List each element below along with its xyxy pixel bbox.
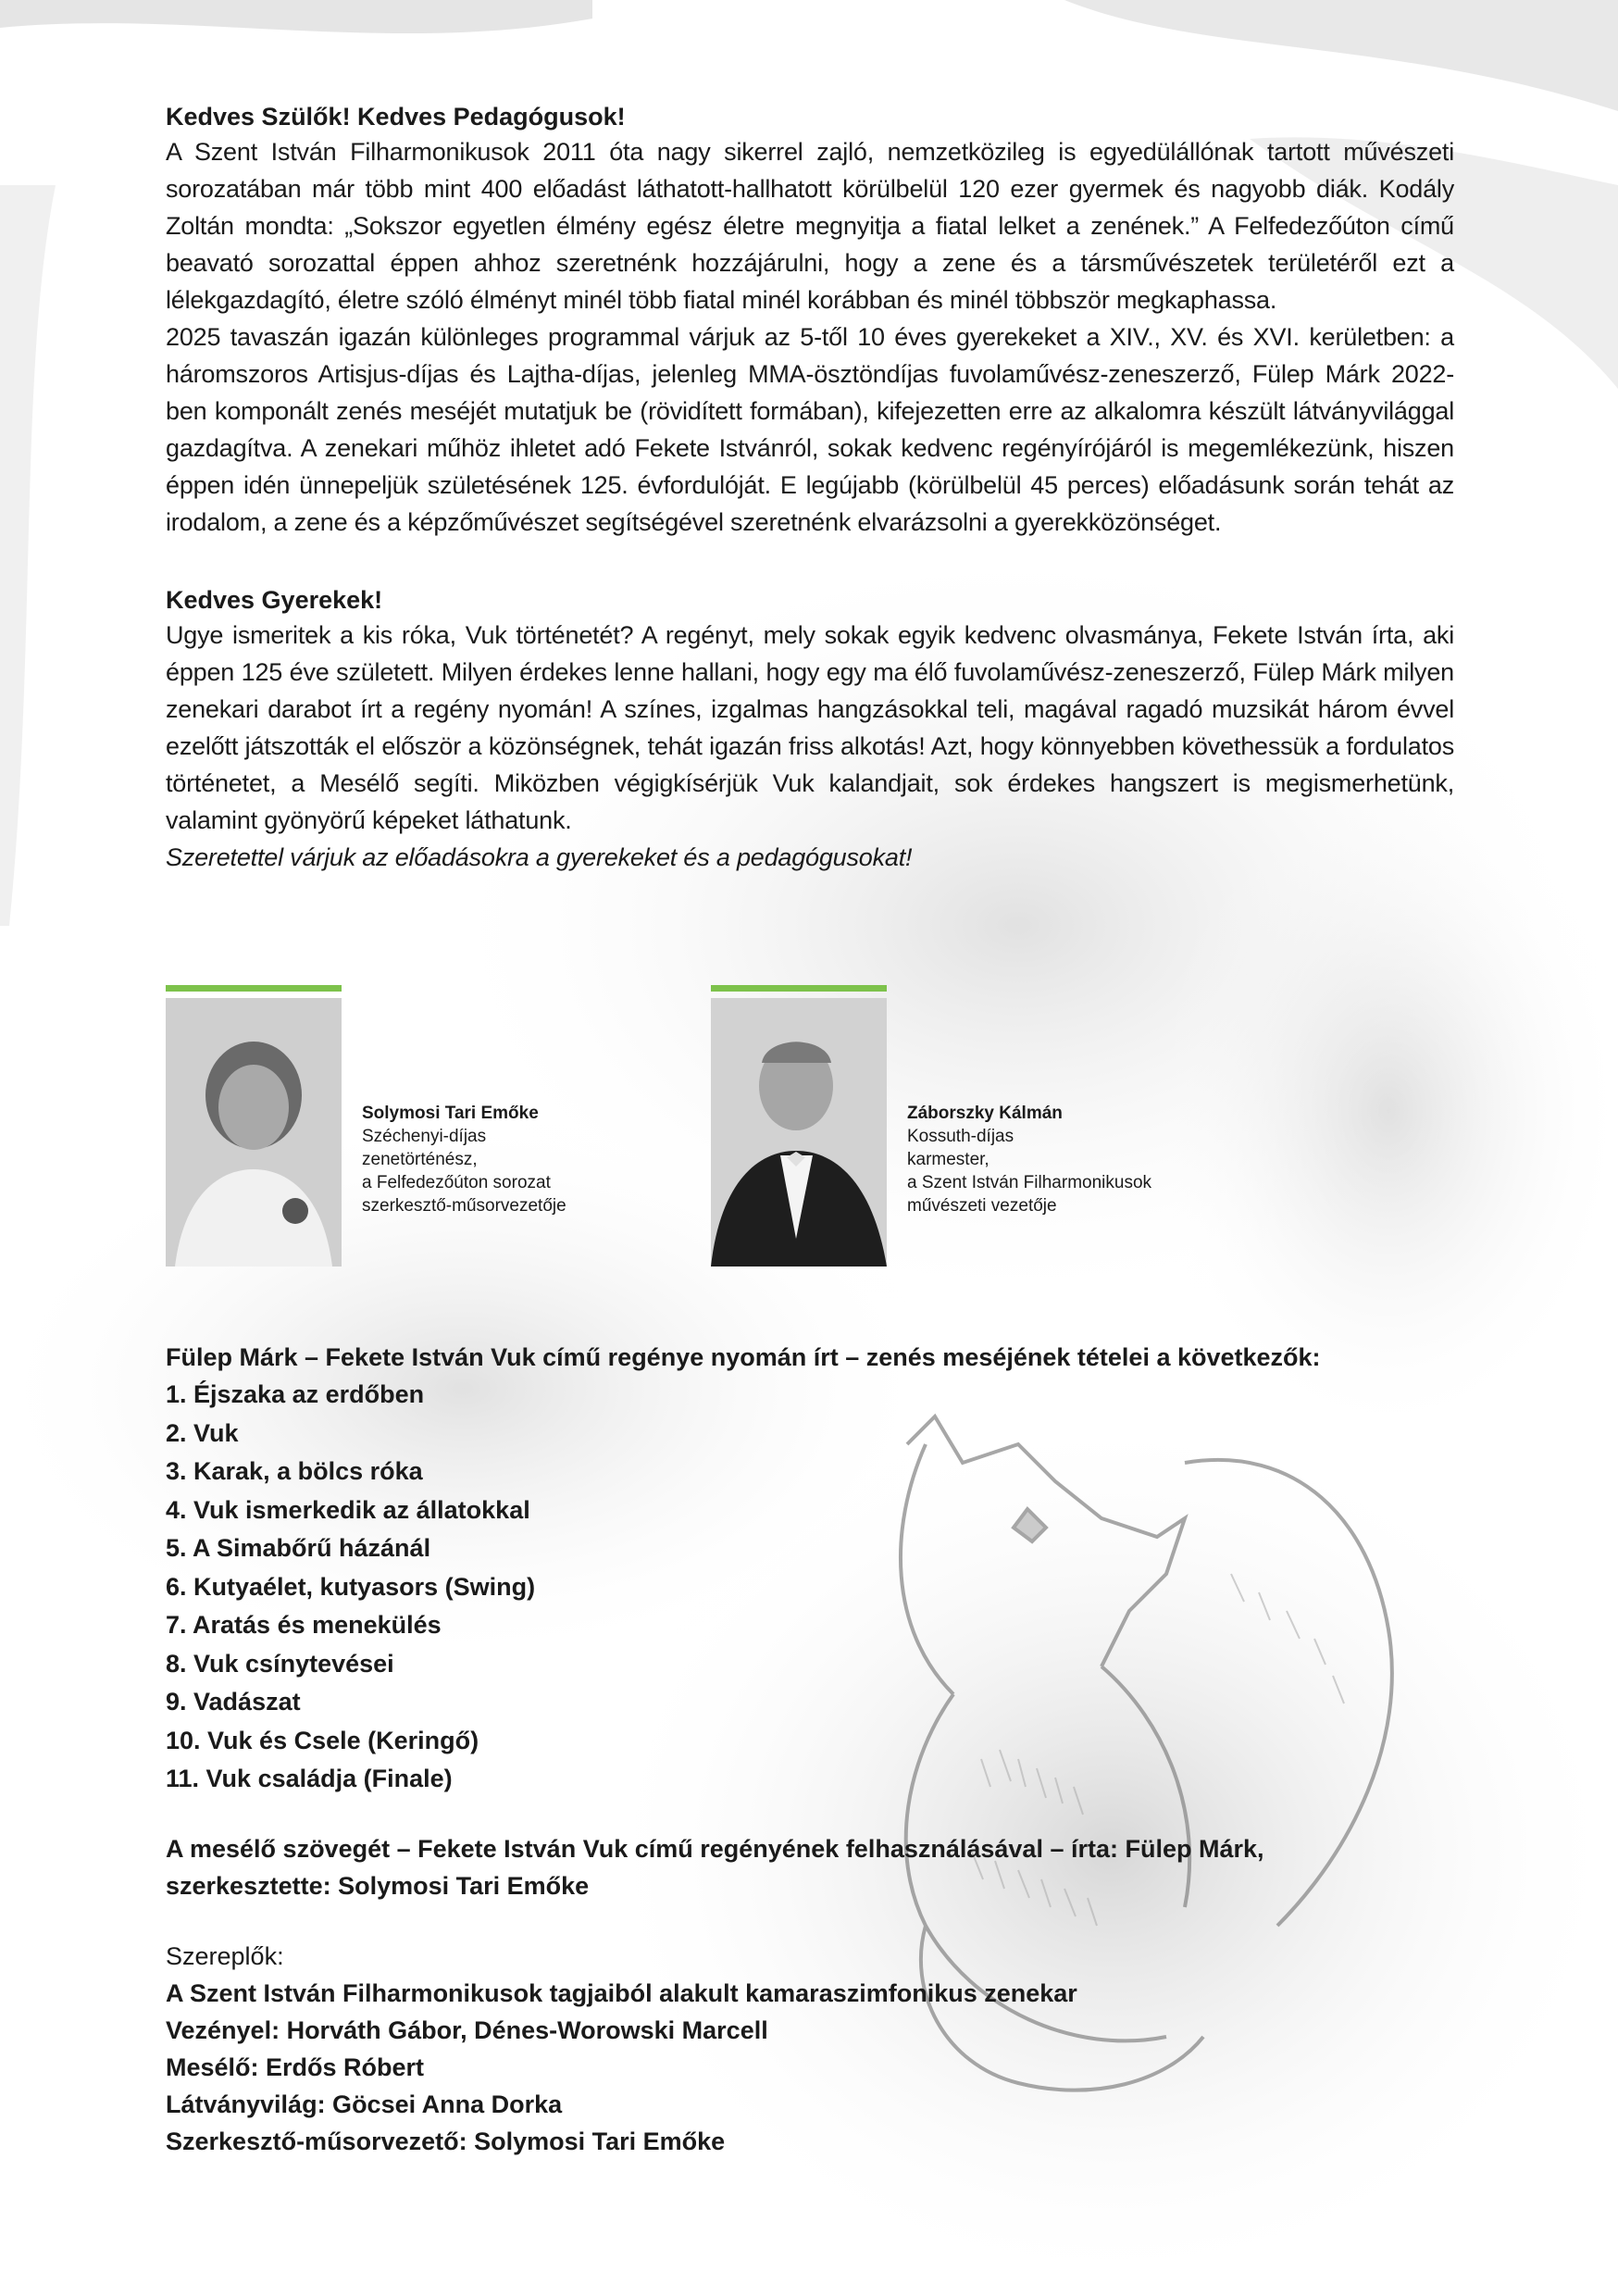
profile-info xyxy=(907,1102,1151,1217)
accent-bar xyxy=(711,985,887,992)
movement-list xyxy=(166,1376,1454,1799)
kids-closing: Szeretettel várjuk az előadásokra a gyerekeket és a pedagógusokat! xyxy=(166,843,913,871)
list-item: 7. Aratás és menekülés xyxy=(166,1611,442,1639)
profile-card-zaborszky xyxy=(711,985,1152,1267)
list-item: 5. A Simabőrű házánál xyxy=(166,1534,431,1562)
portrait-photo xyxy=(166,998,342,1267)
list-item: 2. Vuk xyxy=(166,1418,239,1447)
cast-line: Vezényel: Horváth Gábor, Dénes-Worowski Marcell xyxy=(166,2015,768,2044)
profile-line: a Szent István Filharmonikusok xyxy=(907,1173,1152,1192)
profile-name: Solymosi Tari Emőke xyxy=(362,1104,539,1123)
list-item: 10. Vuk és Csele (Keringő) xyxy=(166,1726,479,1754)
letter-section xyxy=(166,100,1454,876)
list-item: 9. Vadászat xyxy=(166,1688,301,1716)
portrait-photo xyxy=(711,998,887,1267)
cast-label: Szereplők: xyxy=(166,1941,284,1970)
program-section xyxy=(166,1339,1454,2160)
profile-line: a Felfedezőúton sorozat xyxy=(362,1173,551,1192)
portrait-man-image xyxy=(711,998,887,1267)
accent-bar xyxy=(166,985,342,992)
cast-line: Látványvilág: Göcsei Anna Dorka xyxy=(166,2090,563,2118)
parents-paragraph-1: A Szent István Filharmonikusok 2011 óta nagy sikerrel zajló, nemzetközileg is egyedülállónak tartott művészeti sorozatában már több mint 400 előadást láthatott-hallhatott körülbelül 120 ezer gyermek és nagyobb diák. Kodály Zoltán mondta: „Sokszor egyetlen élmény egész életre megnyitja a fiatal lelket a zenének.” A Felfedezőúton című beavató sorozattal éppen ahhoz szeretnénk hozzájárulni, hogy a zene és a társművészetek területéről ezt a lélekgazdagító, életre szóló élményt minél több fiatal minél korábban és minél többször megkaphassa. xyxy=(166,138,1454,314)
profile-card-solymosi xyxy=(166,985,566,1267)
list-item: 11. Vuk családja (Finale) xyxy=(166,1765,453,1792)
list-item: 4. Vuk ismerkedik az állatokkal xyxy=(166,1495,530,1524)
kids-greeting: Kedves Gyerekek! xyxy=(166,586,383,614)
list-item: 6. Kutyaélet, kutyasors (Swing) xyxy=(166,1572,536,1601)
profile-line: karmester, xyxy=(907,1150,989,1169)
profile-line: Széchenyi-díjas xyxy=(362,1127,487,1146)
list-item: 8. Vuk csínytevései xyxy=(166,1649,394,1678)
profile-line: művészeti vezetője xyxy=(907,1196,1057,1216)
credits-line: A mesélő szövegét – Fekete István Vuk című regényének felhasználásával – írta: Fülep Márk, xyxy=(166,1834,1264,1863)
profile-line: zenetörténész, xyxy=(362,1150,478,1169)
kids-paragraph: Ugye ismeritek a kis róka, Vuk történetét? A regényt, mely sokak egyik kedvenc olvasmánya, Fekete István írta, aki éppen 125 éve született. Milyen érdekes lenne hallani, hogy egy ma élő fuvolaművész-zeneszerző, Fülep Márk milyen zenekari darabot írt a regény nyomán! A színes, izgalmas hangzásokkal teli, magával ragadó muzsikát három évvel ezelőtt játszották el először a közönségnek, tehát igazán friss alkotás! Azt, hogy könnyebben követhessük a fordulatos történetet, a Mesélő segíti. Miközben végigkísérjük Vuk kalandjait, sok érdekes hangszert is megismerhetünk, valamint gyönyörű képeket láthatunk. xyxy=(166,621,1454,834)
profile-name: Záborszky Kálmán xyxy=(907,1104,1063,1123)
parents-paragraph-2: 2025 tavaszán igazán különleges programmal várjuk az 5-től 10 éves gyerekeket a XIV., XV. és XVI. kerületben: a háromszoros Artisjus-díjas és Lajtha-díjas, jelenleg MMA-ösztöndíjas fuvolaművész-zeneszerző, Fülep Márk 2022-ben komponált zenés meséjét mutatjuk be (rövidített formában), kifejezetten erre az alkalomra készült látványvilággal gazdagítva. A zenekari műhöz ihletet adó Fekete Istvánról, sokak kedvenc regényírójáról is megemlékezünk, hiszen éppen idén ünnepeljük születésének 125. évfordulóját. E legújabb (körülbelül 45 perces) előadásunk során tehát az irodalom, a zene és a képzőművészet segítségével szeretnénk elvarázsolni a gyerekközönséget. xyxy=(166,323,1454,536)
cast-line: Szerkesztő-műsorvezető: Solymosi Tari Emőke xyxy=(166,2127,726,2155)
cast-line: A Szent István Filharmonikusok tagjaiból alakult kamaraszimfonikus zenekar xyxy=(166,1978,1077,2007)
profile-line: szerkesztő-műsorvezetője xyxy=(362,1196,566,1216)
parents-greeting: Kedves Szülők! Kedves Pedagógusok! xyxy=(166,103,626,131)
credits-line: szerkesztette: Solymosi Tari Emőke xyxy=(166,1871,590,1900)
profile-info xyxy=(362,1102,566,1217)
list-item: 1. Éjszaka az erdőben xyxy=(166,1380,425,1408)
portrait-woman-image xyxy=(166,998,342,1267)
profiles-section xyxy=(166,985,1454,1278)
profile-line: Kossuth-díjas xyxy=(907,1127,1014,1146)
cast-line: Mesélő: Erdős Róbert xyxy=(166,2053,425,2081)
list-item: 3. Karak, a bölcs róka xyxy=(166,1457,423,1485)
program-title: Fülep Márk – Fekete István Vuk című regénye nyomán írt – zenés meséjének tételei a következők: xyxy=(166,1343,1321,1371)
